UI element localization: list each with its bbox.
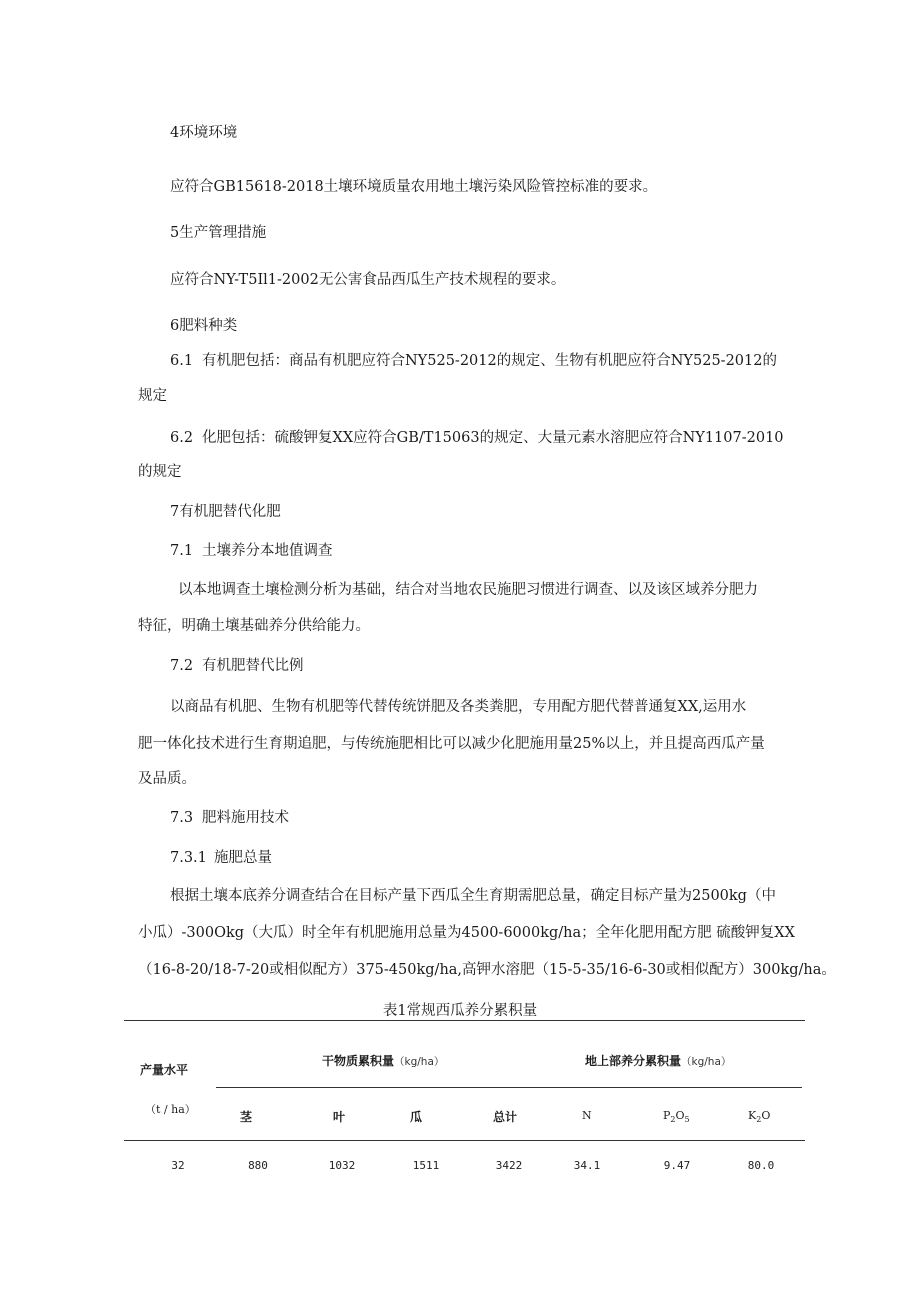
cell-total: 3422 bbox=[495, 1159, 523, 1172]
header-dry-matter bbox=[322, 1052, 444, 1069]
header-dry-matter-label: 干物质累积量 bbox=[322, 1054, 395, 1068]
k2o-sub: 2 bbox=[756, 1115, 762, 1125]
section-7-3-1-heading bbox=[170, 848, 272, 868]
section-7-3-1-line1: 根据土壤本底养分调查结合在目标产量下西瓜全生育期需肥总量，确定目标产量为2500kg（中 bbox=[170, 888, 776, 904]
section-6-2 bbox=[170, 428, 804, 448]
section-6-1 bbox=[170, 351, 804, 371]
section-7-3-title: 肥料施用技术 bbox=[202, 810, 289, 826]
cell-n: 34.1 bbox=[573, 1159, 601, 1172]
subheader-n: N bbox=[582, 1109, 592, 1122]
section-6-title: 6肥料种类 bbox=[170, 318, 238, 334]
section-6-1-line1: 有机肥包括：商品有机肥应符合NY525-2012的规定、生物有机肥应符合NY525-2012的 bbox=[202, 353, 777, 369]
section-7-title: 7有机肥替代化肥 bbox=[170, 504, 281, 520]
section-7-2-number: 7.2 bbox=[170, 658, 194, 674]
section-7-1-line2: 特征，明确土壤基础养分供给能力。 bbox=[138, 618, 370, 634]
header-nutrient-label: 地上部养分累积量 bbox=[585, 1054, 682, 1068]
section-7-2-title: 有机肥替代比例 bbox=[202, 658, 304, 674]
p2o5-sub1: 2 bbox=[670, 1115, 676, 1125]
section-7-1-line1: 以本地调查土壤检测分析为基础，结合对当地农民施肥习惯进行调查、以及该区域养分肥力 bbox=[178, 582, 758, 598]
cell-p2o5: 9.47 bbox=[663, 1159, 691, 1172]
section-7-3-1-line2: 小瓜）-300Okg（大瓜）时全年有机肥施用总量为4500-6000kg/ha；全年化肥用配方肥 硫酸钾复XX bbox=[138, 925, 795, 941]
section-7-3-number: 7.3 bbox=[170, 810, 194, 826]
section-5-title: 5生产管理措施 bbox=[170, 225, 267, 241]
section-4-title: 4环境环境 bbox=[170, 125, 238, 141]
section-7-2-heading bbox=[170, 656, 304, 676]
cell-leaf: 1032 bbox=[328, 1159, 356, 1172]
section-5-body: 应符合NY-T5Il1-2002无公害食品西瓜生产技术规程的要求。 bbox=[170, 272, 566, 288]
section-7-3-1-number: 7.3.1 bbox=[170, 850, 207, 866]
p2o5-p: P bbox=[663, 1109, 671, 1122]
cell-k2o: 80.0 bbox=[747, 1159, 775, 1172]
table-mid-rule bbox=[216, 1087, 802, 1088]
p2o5-o: O bbox=[675, 1109, 685, 1122]
section-7-1-title: 土壤养分本地值调查 bbox=[202, 543, 333, 559]
subheader-total: 总计 bbox=[493, 1110, 518, 1124]
p2o5-sub2: 5 bbox=[684, 1115, 690, 1125]
cell-fruit: 1511 bbox=[412, 1159, 440, 1172]
section-7-3-1-title: 施肥总量 bbox=[214, 850, 272, 866]
section-6-2-line1: 化肥包括：硫酸钾复XX应符合GB/T15063的规定、大量元素水溶肥应符合NY1107-2010 bbox=[202, 430, 784, 446]
section-7-2-line3: 及品质。 bbox=[138, 771, 196, 787]
section-6-1-line2: 规定 bbox=[138, 388, 167, 404]
subheader-p2o5 bbox=[663, 1109, 690, 1124]
header-nutrient-unit: （kg/ha） bbox=[681, 1056, 732, 1068]
table-bottom-rule bbox=[124, 1140, 805, 1141]
section-7-2-line1: 以商品有机肥、生物有机肥等代替传统饼肥及各类粪肥，专用配方肥代替普通复XX,运用水 bbox=[170, 699, 747, 715]
section-6-1-number: 6.1 bbox=[170, 353, 194, 369]
section-7-3-1-line3: （16-8-20/18-7-20或相似配方）375-450kg/ha,高钾水溶肥（15-5-35/16-6-30或相似配方）300kg/ha。 bbox=[138, 962, 836, 978]
header-dry-matter-unit: （kg/ha） bbox=[394, 1056, 445, 1068]
section-6-2-line2: 的规定 bbox=[138, 464, 182, 480]
subheader-k2o bbox=[748, 1109, 770, 1124]
subheader-fruit: 瓜 bbox=[410, 1110, 423, 1124]
section-6-2-number: 6.2 bbox=[170, 430, 194, 446]
cell-yield-level: 32 bbox=[171, 1159, 185, 1172]
k2o-o: O bbox=[761, 1109, 771, 1122]
subheader-leaf: 叶 bbox=[333, 1110, 346, 1124]
section-4-body: 应符合GB15618-2018土壤环境质量农用地土壤污染风险管控标准的要求。 bbox=[170, 179, 658, 195]
header-yield-level-unit: （t / ha） bbox=[145, 1103, 196, 1116]
section-7-3-heading bbox=[170, 808, 289, 828]
table-caption: 表1常规西瓜养分累积量 bbox=[382, 1003, 538, 1019]
table-top-rule bbox=[124, 1020, 805, 1021]
header-nutrient bbox=[585, 1052, 731, 1069]
subheader-stem: 茎 bbox=[240, 1110, 253, 1124]
k2o-k: K bbox=[748, 1109, 757, 1122]
section-7-1-heading bbox=[170, 541, 333, 561]
section-7-1-number: 7.1 bbox=[170, 543, 194, 559]
header-yield-level: 产量水平 bbox=[140, 1063, 189, 1077]
section-7-2-line2: 肥一体化技术进行生育期追肥，与传统施肥相比可以减少化肥施用量25%以上，并且提高西瓜产量 bbox=[138, 736, 765, 752]
cell-stem: 880 bbox=[248, 1159, 268, 1172]
